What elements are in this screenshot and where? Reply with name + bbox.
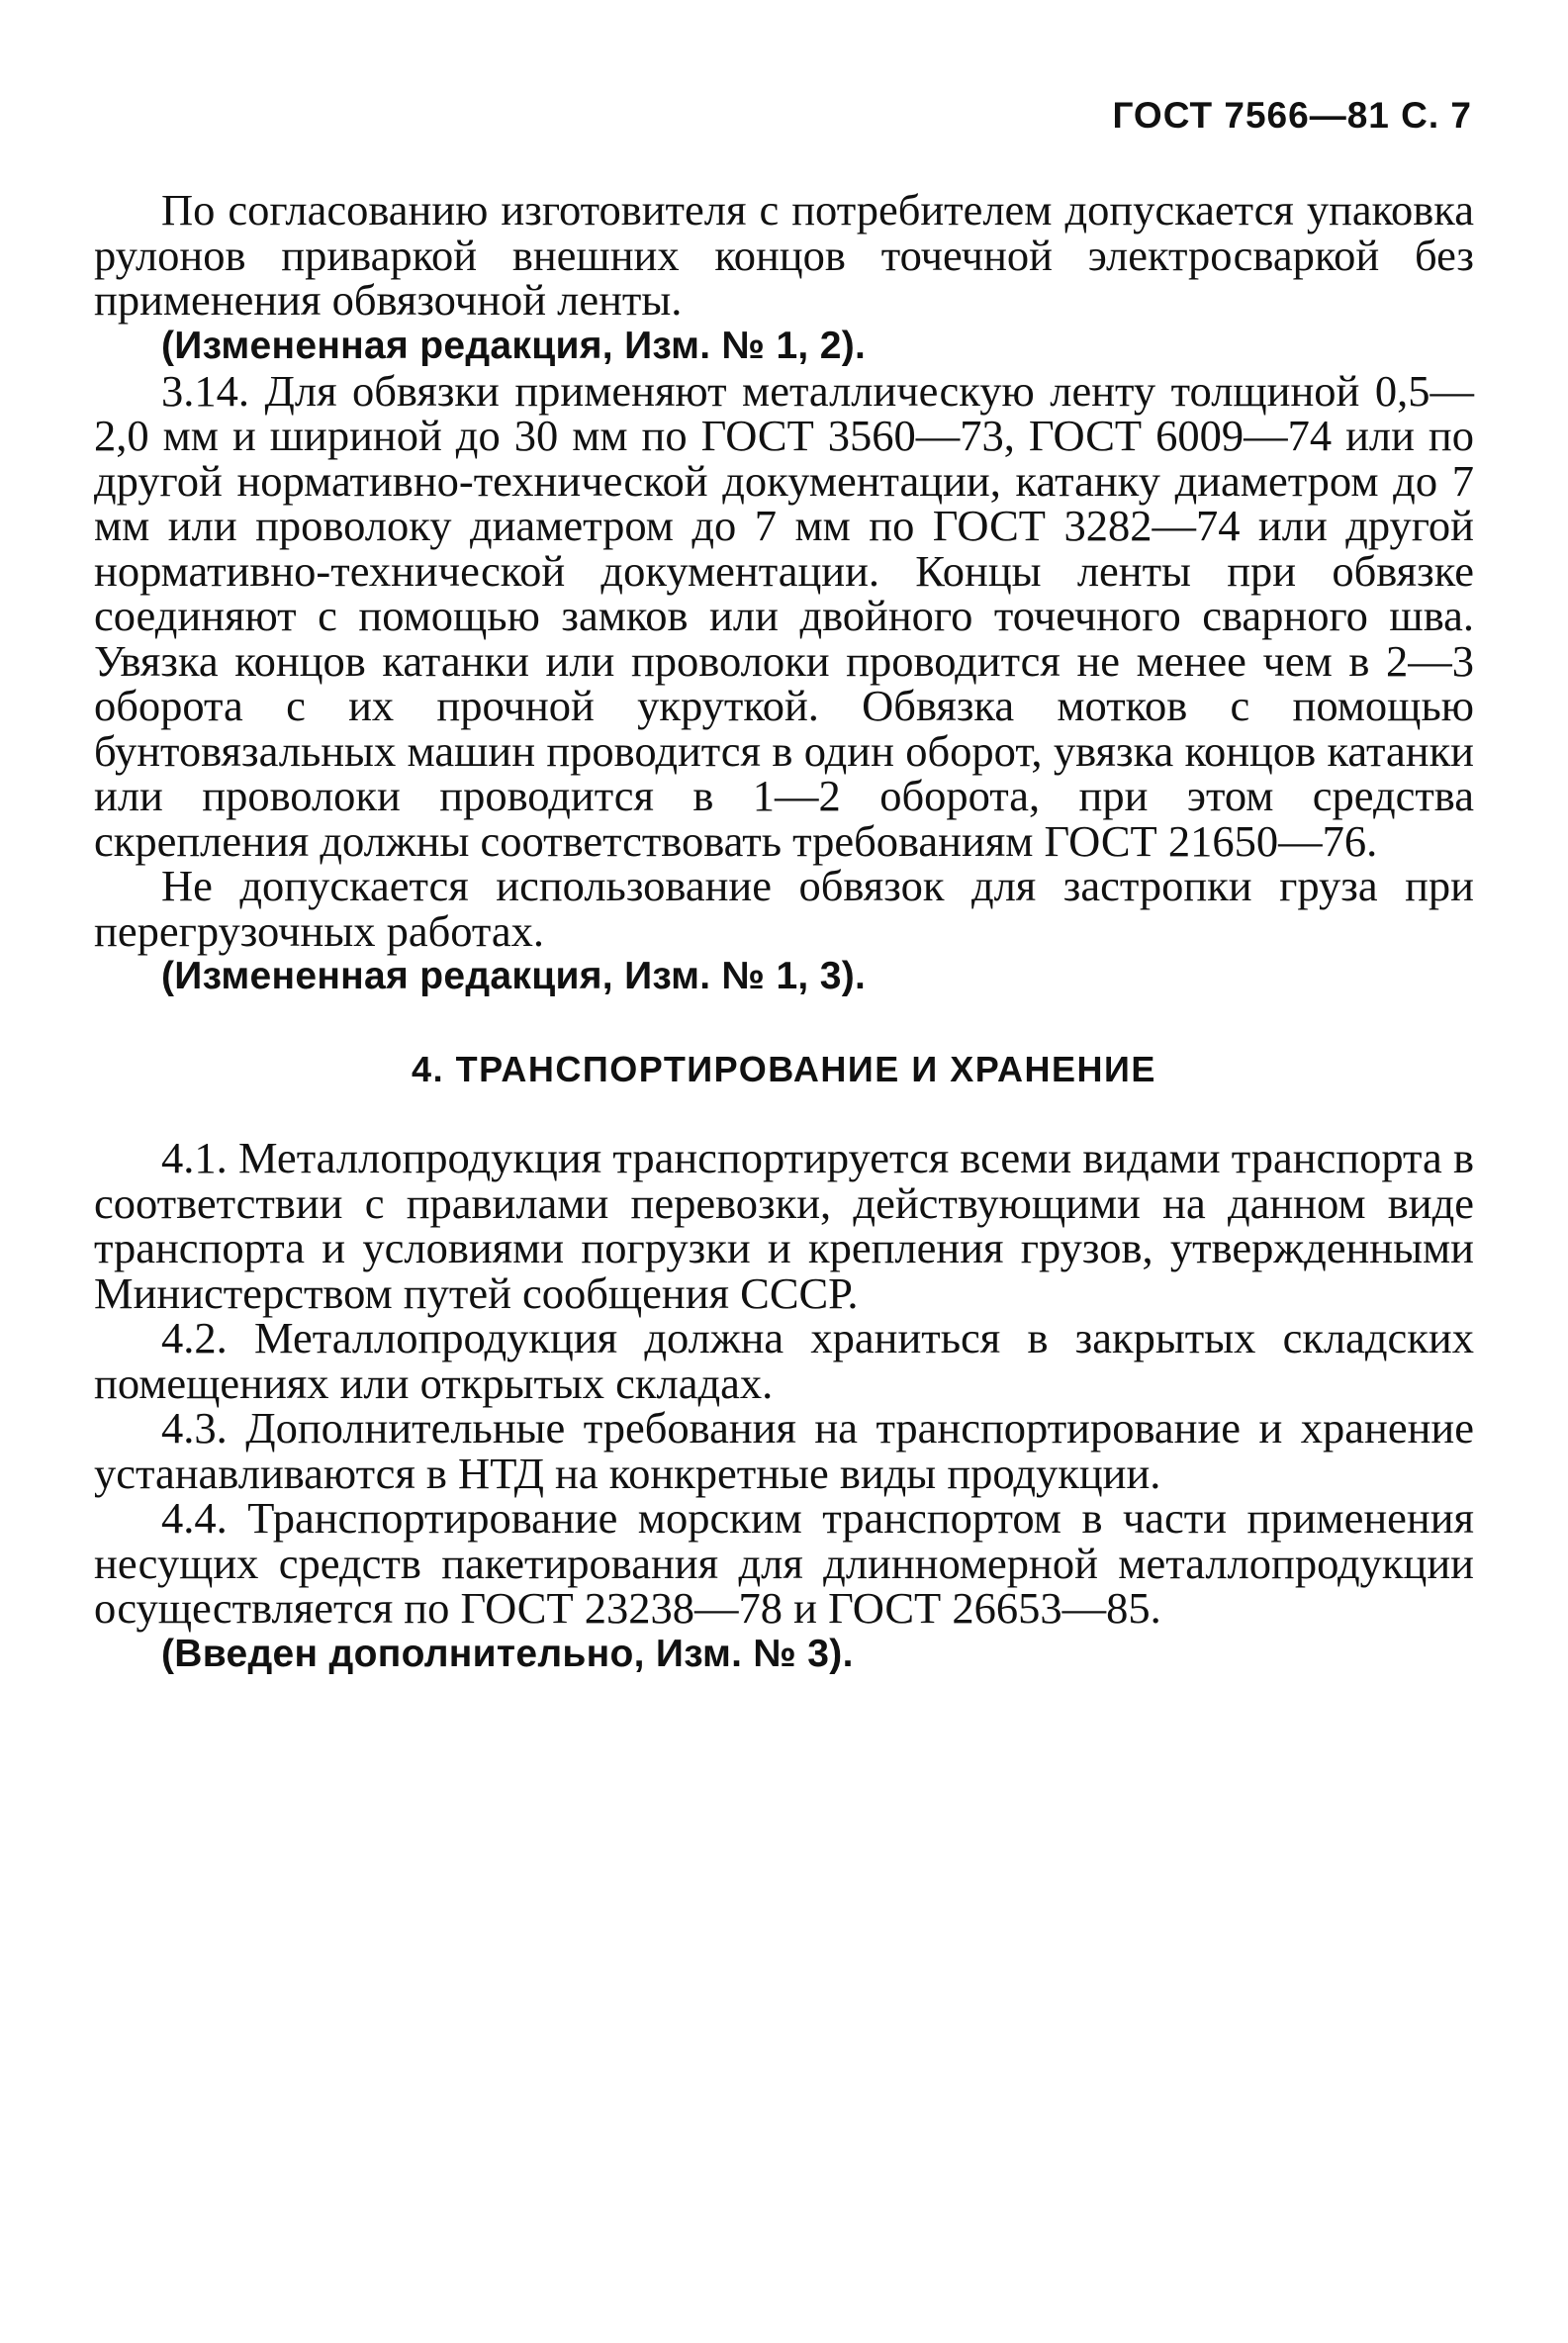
paragraph-3-14: 3.14. Для обвязки применяют металлическую ленту толщиной 0,5—2,0 мм и шириной до 30 мм по ГОСТ 3560—73, ГОСТ 6009—74 или по другой нормативно-технической документации, катанку диаметром до 7 мм или проволоку диаметром до 7 мм по ГОСТ 3282—74 или другой нормативно-технической документации. Концы ленты при обвязке соединяют с помощью замков или двойного точечного сварного шва. Увязка концов катанки или проволоки проводится не менее чем в 2—3 оборота с их прочной укруткой. Обвязка мотков с помощью бунтовязальных машин проводится в один оборот, увязка концов катанки или проволоки проводится в 1—2 оборота, при этом средства скрепления должны соответствовать требованиям ГОСТ 21650—76.	[94, 365, 1474, 866]
paragraph-4-2: 4.2. Металлопродукция должна храниться в закрытых складских помещениях или открытых складах.	[94, 1313, 1474, 1408]
document-page	[94, 0, 1474, 2343]
amendment-note: (Измененная редакция, Изм. № 1, 2).	[161, 324, 867, 367]
section-heading: 4. ТРАНСПОРТИРОВАНИЕ И ХРАНЕНИЕ	[412, 1049, 1156, 1089]
amendment-note: (Измененная редакция, Изм. № 1, 3).	[161, 955, 867, 997]
paragraph-packing: По согласованию изготовителя с потребителем допускается упаковка рулонов приваркой внешних концов точечной электросваркой без применения обвязочной ленты.	[94, 185, 1474, 325]
amendment-note: (Введен дополнительно, Изм. № 3).	[161, 1632, 854, 1675]
paragraph-4-4: 4.4. Транспортирование морским транспортом в части применения несущих средств пакетирования для длинномерной металлопродукции осуществляется по ГОСТ 23238—78 и ГОСТ 26653—85.	[94, 1493, 1474, 1633]
paragraph-no-slings: Не допускается использование обвязок для застропки груза при перегрузочных работах.	[94, 861, 1474, 956]
page-header: ГОСТ 7566—81 С. 7	[1112, 95, 1472, 136]
paragraph-4-1: 4.1. Металлопродукция транспортируется всеми видами транспорта в соответствии с правилами перевозки, действующими на данном виде транспорта и условиями погрузки и крепления грузов, утвержденными Министерством путей сообщения СССР.	[94, 1133, 1474, 1318]
document-body	[94, 185, 1474, 1677]
paragraph-4-3: 4.3. Дополнительные требования на транспортирование и хранение устанавливаются в НТД на конкретные виды продукции.	[94, 1403, 1474, 1498]
